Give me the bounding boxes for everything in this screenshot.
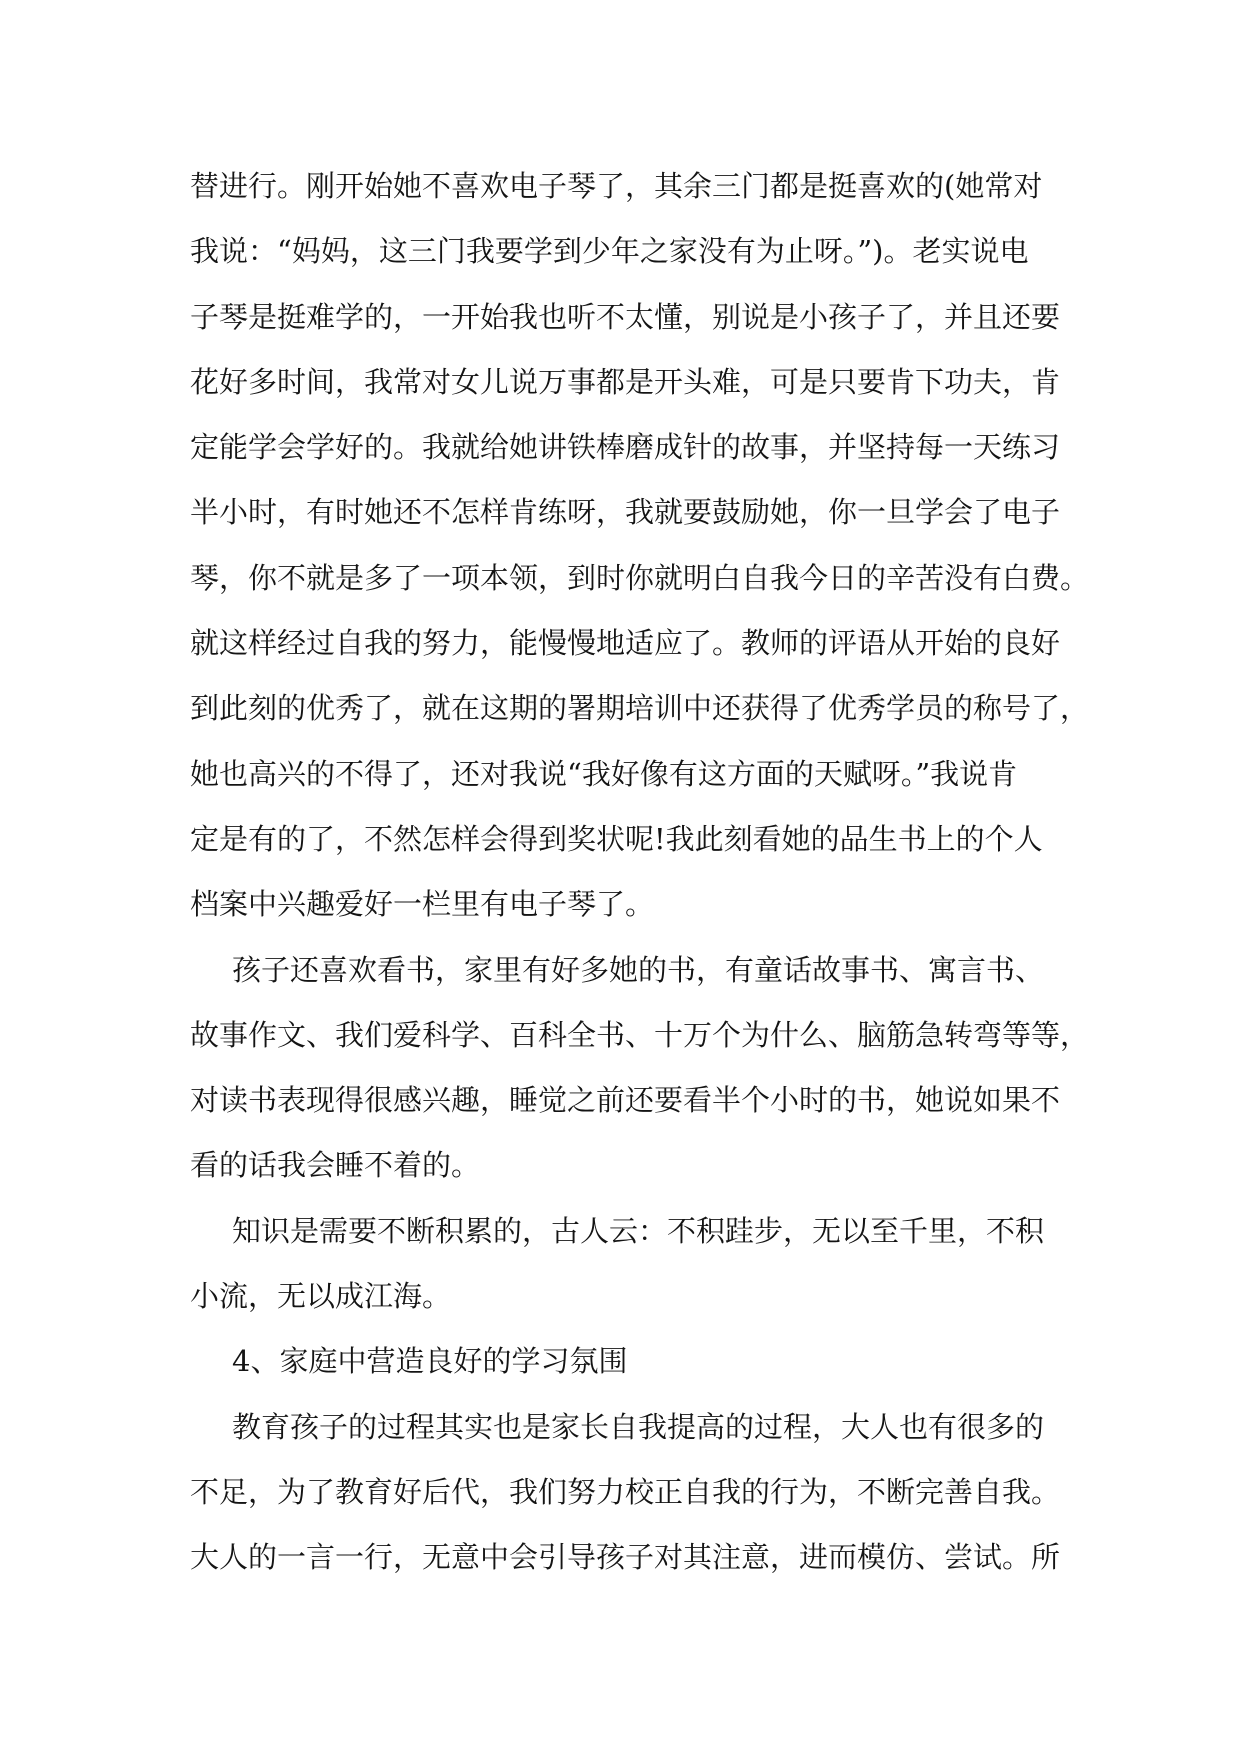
text-line: 定是有的了，不然怎样会得到奖状呢!我此刻看她的品生书上的个人 (190, 821, 1043, 856)
text-line: 替进行。刚开始她不喜欢电子琴了，其余三门都是挺喜欢的(她常对 (190, 169, 1043, 203)
paragraph (190, 938, 1090, 1199)
text-line: 琴，你不就是多了一项本领，到时你就明白自我今日的辛苦没有白费。 (190, 560, 1090, 595)
paragraph (190, 1329, 1052, 1394)
paragraph (190, 1395, 1061, 1591)
text-line: 看的话我会睡不着的。 (190, 1148, 481, 1183)
text-line: 定能学会学好的。我就给她讲铁棒磨成针的故事，并坚持每一天练习 (190, 430, 1061, 465)
text-line: 知识是需要不断积累的，古人云：不积跬步，无以至千里，不积 (232, 1213, 1045, 1248)
text-line: 大人的一言一行，无意中会引导孩子对其注意，进而模仿、尝试。所 (190, 1540, 1061, 1575)
text-line: 就这样经过自我的努力，能慢慢地适应了。教师的评语从开始的良好 (190, 626, 1061, 661)
text-line: 教育孩子的过程其实也是家长自我提高的过程，大人也有很多的 (232, 1409, 1045, 1444)
body-text (190, 154, 1090, 1591)
paragraph (190, 1199, 1052, 1330)
text-line: 4、家庭中营造良好的学习氛围 (232, 1344, 628, 1379)
text-line: 半小时，有时她还不怎样肯练呀，我就要鼓励她，你一旦学会了电子 (190, 495, 1061, 530)
text-line: 对读书表现得很感兴趣，睡觉之前还要看半个小时的书，她说如果不 (190, 1083, 1061, 1118)
text-line: 她也高兴的不得了，还对我说“我好像有这方面的天赋呀。”我说肯 (190, 756, 1018, 791)
text-line: 花好多时间，我常对女儿说万事都是开头难，可是只要肯下功夫，肯 (190, 364, 1061, 399)
text-line: 子琴是挺难学的，一开始我也听不太懂，别说是小孩子了，并且还要 (190, 299, 1061, 334)
paragraph (190, 154, 1090, 938)
text-line: 故事作文、我们爱科学、百科全书、十万个为什么、脑筋急转弯等等， (190, 1017, 1090, 1052)
text-line: 到此刻的优秀了，就在这期的署期培训中还获得了优秀学员的称号了， (190, 691, 1090, 726)
text-line: 档案中兴趣爱好一栏里有电子琴了。 (190, 887, 655, 922)
text-line: 不足，为了教育好后代，我们努力校正自我的行为，不断完善自我。 (190, 1474, 1061, 1509)
text-line: 小流，无以成江海。 (190, 1279, 452, 1314)
text-line: 孩子还喜欢看书，家里有好多她的书，有童话故事书、寓言书、 (232, 952, 1045, 987)
text-line: 我说：“妈妈，这三门我要学到少年之家没有为止呀。”)。老实说电 (190, 234, 1029, 269)
